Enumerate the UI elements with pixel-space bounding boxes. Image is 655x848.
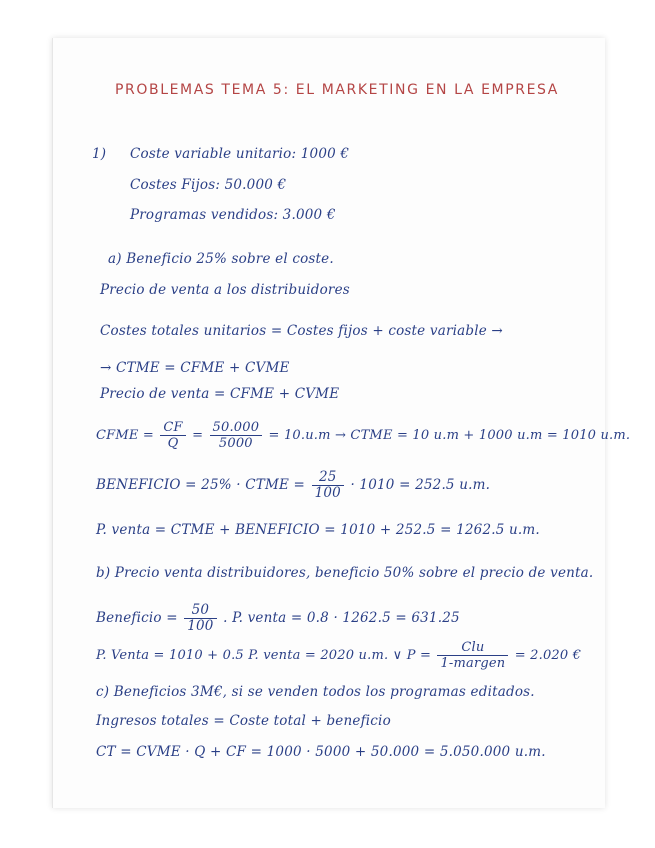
part-b-beneficio-result: . P. venta = 0.8 · 1262.5 = 631.25: [223, 610, 460, 626]
part-b-beneficio-label: Beneficio =: [96, 610, 178, 626]
variable-cost-line: Coste variable unitario: 1000 €: [130, 146, 350, 162]
part-b-sale-price: [96, 640, 581, 671]
price-formula-fraction: [437, 640, 508, 671]
price-formula-denominator: 1-margen: [440, 656, 506, 671]
part-c-heading: c) Beneficios 3M€, si se venden todos los programas editados.: [96, 684, 535, 700]
cfme-result: = 10.u.m → CTME = 10 u.m + 1000 u.m = 1010 u.m.: [268, 428, 631, 443]
part-b-fraction: [184, 603, 216, 634]
cfme-label: CFME =: [96, 428, 154, 443]
cf-numerator: CF: [160, 420, 185, 436]
programs-sold-line: Programas vendidos: 3.000 €: [130, 207, 336, 223]
part-b-heading: b) Precio venta distribuidores, beneficio 50% sobre el precio de venta.: [96, 565, 594, 581]
part-a-line-4: Precio de venta = CFME + CVME: [100, 386, 340, 402]
cf-denominator: Q: [167, 436, 179, 451]
percent-numerator: 25: [312, 470, 344, 486]
part-b-beneficio: [96, 603, 460, 634]
part-b-denominator: 100: [187, 618, 214, 634]
part-a-line-2: Costes totales unitarios = Costes fijos + coste variable →: [100, 323, 503, 339]
value-denominator: 5000: [218, 436, 253, 451]
cfme-equation: [96, 420, 630, 451]
price-formula-result: = 2.020 €: [514, 648, 582, 663]
part-a-heading: a) Beneficio 25% sobre el coste.: [108, 251, 334, 267]
part-a-line-3: → CTME = CFME + CVME: [100, 360, 290, 376]
beneficio-equation: [96, 470, 490, 501]
price-formula-numerator: Clu: [437, 640, 508, 656]
part-a-line-1: Precio de venta a los distribuidores: [100, 282, 350, 298]
value-numerator: 50.000: [210, 420, 263, 436]
problem-number: 1): [92, 146, 107, 162]
sale-price-a: P. venta = CTME + BENEFICIO = 1010 + 252.5 = 1262.5 u.m.: [96, 522, 540, 538]
part-b-numerator: 50: [184, 603, 216, 619]
percent-fraction: [312, 470, 344, 501]
fixed-costs-line: Costes Fijos: 50.000 €: [130, 177, 287, 193]
beneficio-label: BENEFICIO = 25% · CTME =: [96, 477, 306, 493]
cf-fraction: [160, 420, 185, 451]
equals-sign: =: [192, 428, 204, 443]
part-b-sale-price-left: P. Venta = 1010 + 0.5 P. venta = 2020 u.m.: [96, 648, 389, 663]
price-formula-label: ∨ P =: [392, 648, 432, 663]
value-fraction: [210, 420, 263, 451]
beneficio-result: · 1010 = 252.5 u.m.: [350, 477, 491, 493]
part-c-line-2: CT = CVME · Q + CF = 1000 · 5000 + 50.000 = 5.050.000 u.m.: [96, 744, 546, 760]
part-c-line-1: Ingresos totales = Coste total + beneficio: [96, 713, 391, 729]
percent-denominator: 100: [314, 485, 341, 501]
page-title: PROBLEMAS TEMA 5: EL MARKETING EN LA EMPRESA: [115, 82, 559, 98]
